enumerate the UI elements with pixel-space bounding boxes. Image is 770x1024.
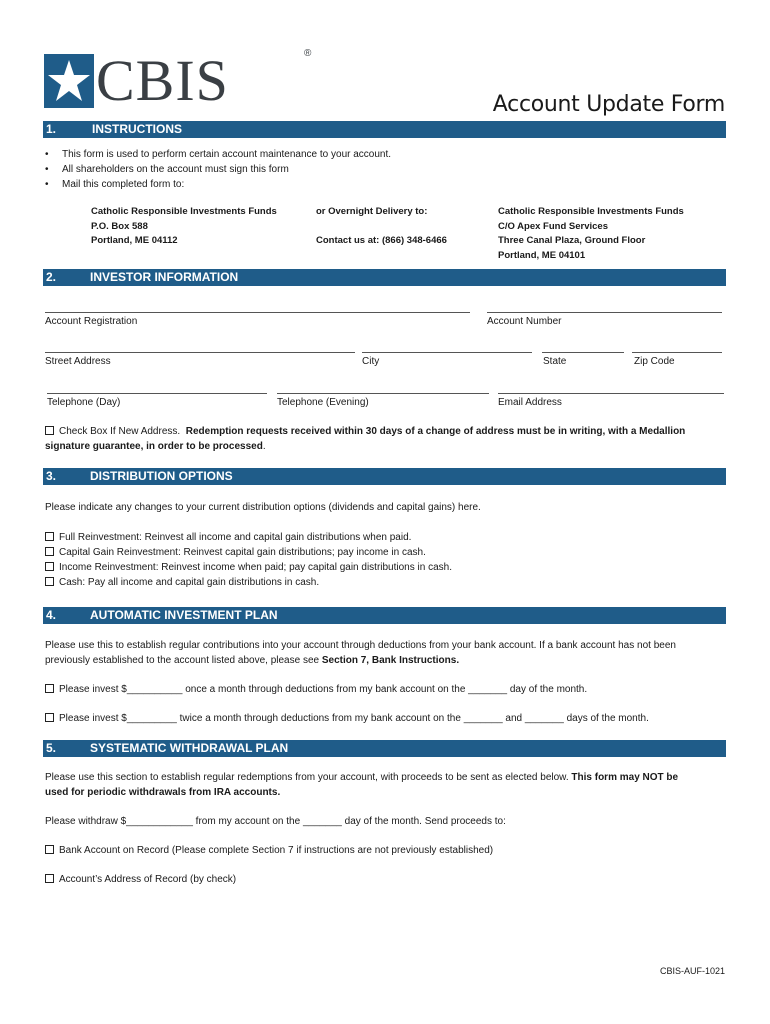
city-line[interactable] bbox=[362, 352, 532, 353]
section-3-header bbox=[43, 468, 726, 485]
invest-twice-checkbox[interactable] bbox=[45, 713, 54, 722]
redemption-note: Redemption requests received within 30 days of a change of address must be in writing, with a Medallion bbox=[185, 426, 686, 437]
telephone-day-label: Telephone (Day) bbox=[47, 397, 121, 408]
account-number-line[interactable] bbox=[487, 312, 722, 313]
new-address-label: Check Box If New Address. bbox=[59, 426, 181, 437]
distribution-intro: Please indicate any changes to your current distribution options (dividends and capital gains) here. bbox=[45, 502, 481, 513]
address-line: C/O Apex Fund Services bbox=[498, 220, 608, 232]
aip-intro: Please use this to establish regular contributions into your account through deductions from your bank account. If a bank account has not been bbox=[45, 640, 676, 651]
list-item: • All shareholders on the account must sign this form bbox=[45, 162, 391, 177]
income-reinvestment-option[interactable] bbox=[45, 560, 452, 575]
period: . bbox=[262, 441, 266, 452]
full-reinvestment-checkbox[interactable] bbox=[45, 532, 54, 541]
address-of-record-option[interactable] bbox=[45, 872, 236, 887]
address-line: Catholic Responsible Investments Funds bbox=[91, 206, 277, 217]
redemption-note-continued bbox=[45, 440, 266, 454]
section-4-header bbox=[43, 607, 726, 624]
full-reinvestment-option[interactable] bbox=[45, 530, 411, 545]
section-number: 5. bbox=[46, 741, 57, 755]
section-title: INVESTOR INFORMATION bbox=[90, 270, 239, 284]
street-address-label: Street Address bbox=[45, 356, 111, 367]
logo-text: CBIS bbox=[96, 48, 229, 113]
invest-once-option[interactable] bbox=[45, 682, 587, 697]
state-line[interactable] bbox=[542, 352, 624, 353]
address-line: Catholic Responsible Investments Funds bbox=[498, 206, 684, 217]
section-1-header bbox=[43, 121, 726, 138]
bank-instructions-reference: Section 7, Bank Instructions. bbox=[321, 655, 460, 666]
option-label: Please invest $__________ once a month through deductions from my bank account on the _______ day of the month. bbox=[59, 684, 588, 695]
aip-intro-continued bbox=[45, 654, 459, 668]
cbis-logo bbox=[44, 48, 312, 113]
invest-once-checkbox[interactable] bbox=[45, 684, 54, 693]
ira-warning-continued: used for periodic withdrawals from IRA accounts. bbox=[45, 787, 281, 798]
zip-code-label: Zip Code bbox=[634, 356, 675, 367]
option-label: Capital Gain Reinvestment: Reinvest capital gain distributions; pay income in cash. bbox=[59, 547, 426, 558]
invest-twice-option[interactable] bbox=[45, 711, 649, 726]
star-logo-icon bbox=[44, 54, 94, 108]
capital-gain-reinvestment-checkbox[interactable] bbox=[45, 547, 54, 556]
capital-gain-reinvestment-option[interactable] bbox=[45, 545, 426, 560]
address-line: Portland, ME 04112 bbox=[91, 235, 178, 246]
swp-intro-text: Please use this section to establish regular redemptions from your account, with proceeds to be sent as elected below. bbox=[45, 772, 572, 783]
address-line: Portland, ME 04101 bbox=[498, 249, 586, 261]
ira-warning: This form may NOT be bbox=[571, 772, 679, 783]
address-line: P.O. Box 588 bbox=[91, 220, 148, 232]
instructions-list bbox=[45, 147, 391, 192]
address-line: Three Canal Plaza, Ground Floor bbox=[498, 235, 646, 246]
new-address-checkbox[interactable] bbox=[45, 426, 54, 435]
section-title: DISTRIBUTION OPTIONS bbox=[90, 469, 233, 483]
telephone-day-line[interactable] bbox=[47, 393, 267, 394]
mailing-address bbox=[91, 205, 277, 249]
contact-phone: Contact us at: (866) 348-6466 bbox=[316, 235, 447, 246]
section-number: 2. bbox=[46, 270, 57, 284]
account-registration-line[interactable] bbox=[45, 312, 470, 313]
overnight-label: or Overnight Delivery to: bbox=[316, 206, 428, 217]
option-label: Please invest $_________ twice a month through deductions from my bank account on the _______ and _______ days of the month. bbox=[59, 713, 649, 724]
cash-checkbox[interactable] bbox=[45, 577, 54, 586]
email-address-label: Email Address bbox=[498, 397, 562, 408]
overnight-address bbox=[498, 205, 684, 263]
email-address-line[interactable] bbox=[498, 393, 724, 394]
section-title: INSTRUCTIONS bbox=[92, 122, 182, 136]
option-label: Bank Account on Record (Please complete Section 7 if instructions are not previously established) bbox=[59, 845, 494, 856]
street-address-line[interactable] bbox=[45, 352, 355, 353]
section-number: 3. bbox=[46, 469, 57, 483]
section-number: 4. bbox=[46, 608, 57, 622]
form-code: CBIS-AUF-1021 bbox=[659, 966, 725, 976]
section-number: 1. bbox=[46, 122, 57, 136]
telephone-evening-label: Telephone (Evening) bbox=[277, 397, 369, 408]
account-number-label: Account Number bbox=[487, 316, 562, 327]
section-5-header bbox=[43, 740, 726, 757]
list-item: • Mail this completed form to: bbox=[45, 177, 391, 192]
registered-mark: ® bbox=[304, 48, 312, 59]
option-label: Full Reinvestment: Reinvest all income and capital gain distributions when paid. bbox=[59, 532, 412, 543]
state-label: State bbox=[543, 356, 567, 367]
city-label: City bbox=[362, 356, 380, 367]
section-2-header bbox=[43, 269, 726, 286]
form-title: Account Update Form bbox=[492, 92, 725, 117]
section-title: SYSTEMATIC WITHDRAWAL PLAN bbox=[90, 741, 289, 755]
bank-account-option[interactable] bbox=[45, 843, 493, 858]
option-label: Income Reinvestment: Reinvest income when paid; pay capital gain distributions in cash. bbox=[59, 562, 452, 573]
cash-option[interactable] bbox=[45, 575, 319, 590]
aip-intro-text: previously established to the account listed above, please see bbox=[45, 655, 322, 666]
income-reinvestment-checkbox[interactable] bbox=[45, 562, 54, 571]
option-label: Account’s Address of Record (by check) bbox=[59, 874, 237, 885]
section-title: AUTOMATIC INVESTMENT PLAN bbox=[90, 608, 278, 622]
withdraw-instructions: Please withdraw $____________ from my account on the _______ day of the month. Send proceeds to: bbox=[45, 816, 506, 827]
swp-intro bbox=[45, 771, 678, 785]
redemption-note-text: signature guarantee, in order to be processed bbox=[45, 441, 263, 452]
option-label: Cash: Pay all income and capital gain distributions in cash. bbox=[59, 577, 320, 588]
zip-code-line[interactable] bbox=[632, 352, 722, 353]
address-of-record-checkbox[interactable] bbox=[45, 874, 54, 883]
new-address-line bbox=[45, 425, 685, 439]
list-item: • This form is used to perform certain account maintenance to your account. bbox=[45, 147, 391, 162]
telephone-evening-line[interactable] bbox=[277, 393, 489, 394]
bank-account-checkbox[interactable] bbox=[45, 845, 54, 854]
account-registration-label: Account Registration bbox=[45, 316, 138, 327]
